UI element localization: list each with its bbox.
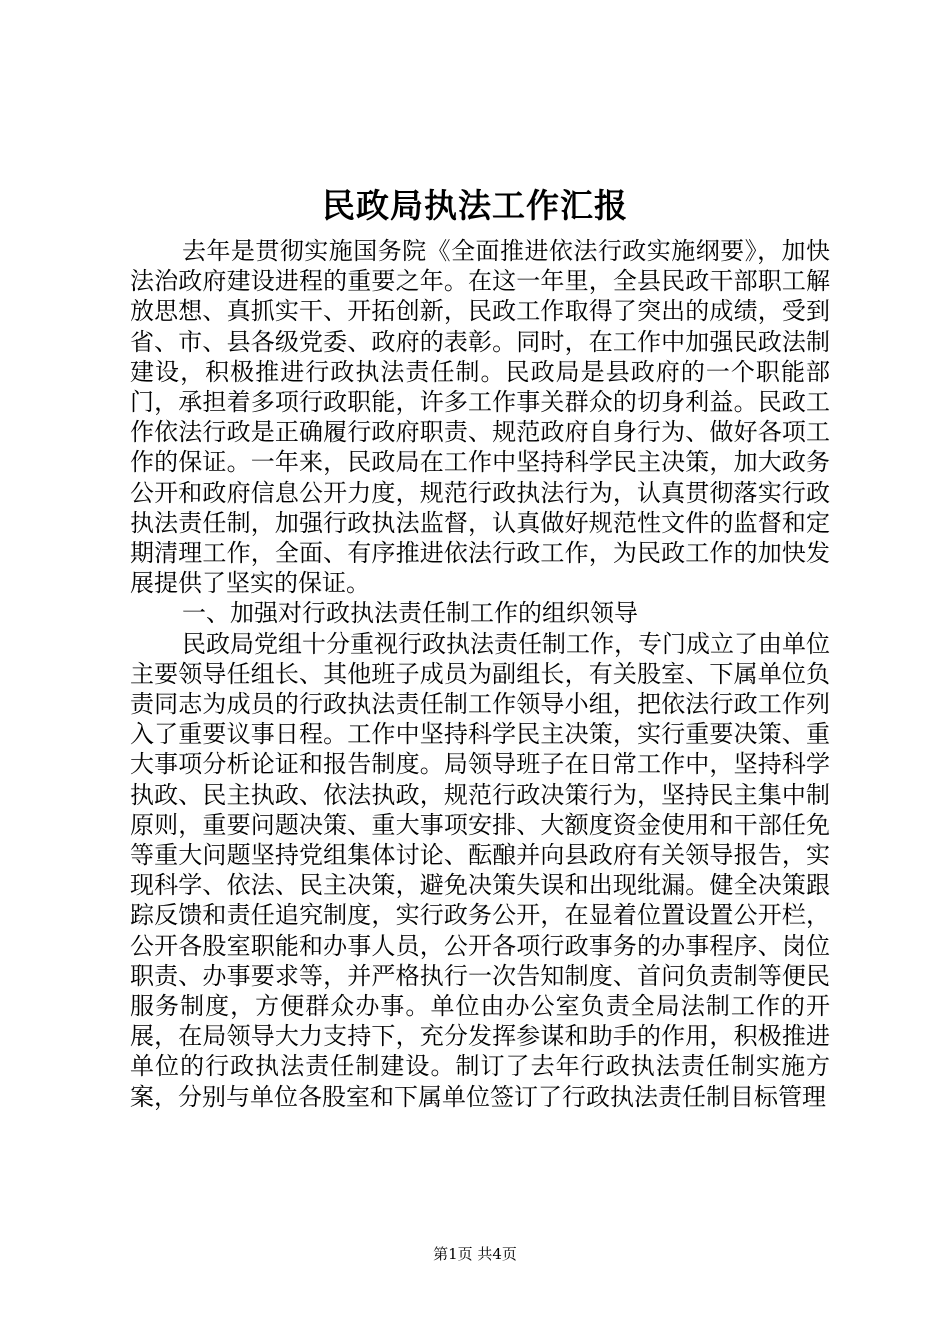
page-footer: 第1页 共4页 — [433, 1245, 517, 1263]
section-heading: 一、加强对行政执法责任制工作的组织领导 — [182, 599, 638, 628]
document-body — [130, 236, 830, 1112]
section-paragraph: 民政局党组十分重视行政执法责任制工作，专门成立了由单位主要领导任组长、其他班子成员为副组长，有关股室、下属单位负责同志为成员的行政执法责任制工作领导小组，把依法行政工作列入了重要议事日程。工作中坚持科学民主决策，实行重要决策、重大事项分析论证和报告制度。局领导班子在日常工作中，坚持科学执政、民主执政、依法执政，规范行政决策行为，坚持民主集中制原则，重要问题决策、重大事项安排、大额度资金使用和干部任免等重大问题坚持党组集体讨论、酝酿并向县政府有关领导报告，实现科学、依法、民主决策，避免决策失误和出现纰漏。健全决策跟踪反馈和责任追究制度，实行政务公开，在显着位置设置公开栏，公开各股室职能和办事人员，公开各项行政事务的办事程序、岗位职责、办事要求等，并严格执行一次告知制度、首问负责制等便民服务制度，方便群众办事。单位由办公室负责全局法制工作的开展，在局领导大力支持下，充分发挥参谋和助手的作用，积极推进单位的行政执法责任制建设。制订了去年行政执法责任制实施方案，分别与单位各股室和下属单位签订了行政执法责任制目标管理 — [130, 629, 830, 1111]
intro-paragraph: 去年是贯彻实施国务院《全面推进依法行政实施纲要》，加快法治政府建设进程的重要之年。在这一年里，全县民政干部职工解放思想、真抓实干、开拓创新，民政工作取得了突出的成绩，受到省、市、县各级党委、政府的表彰。同时，在工作中加强民政法制建设，积极推进行政执法责任制。民政局是县政府的一个职能部门，承担着多项行政职能，许多工作事关群众的切身利益。民政工作依法行政是正确履行政府职责、规范政府自身行为、做好各项工作的保证。一年来，民政局在工作中坚持科学民主决策，加大政务公开和政府信息公开力度，规范行政执法行为，认真贯彻落实行政执法责任制，加强行政执法监督，认真做好规范性文件的监督和定期清理工作，全面、有序推进依法行政工作，为民政工作的加快发展提供了坚实的保证。 — [130, 237, 830, 598]
document-title: 民政局执法工作汇报 — [322, 186, 628, 225]
